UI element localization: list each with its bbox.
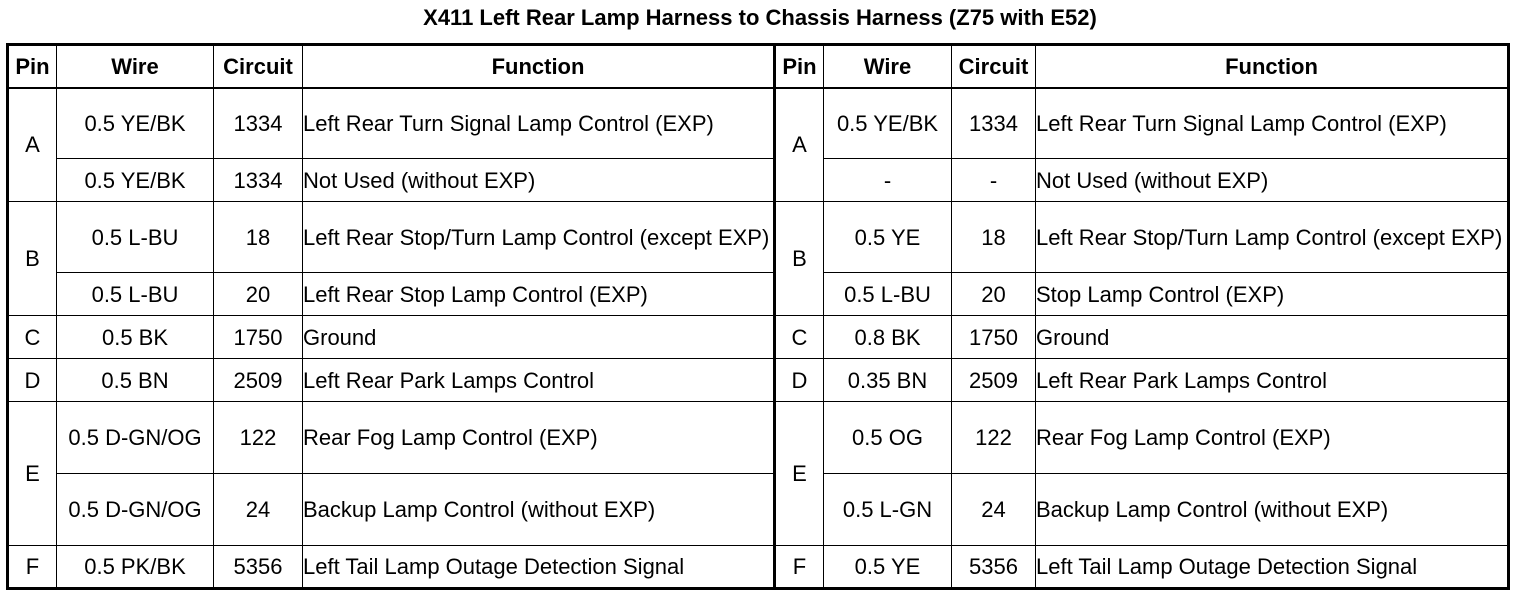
function-cell: Left Rear Stop Lamp Control (EXP): [303, 273, 775, 316]
wire-cell: 0.5 L-GN: [824, 474, 952, 546]
header-wire-right: Wire: [824, 45, 952, 88]
function-cell: Left Rear Park Lamps Control: [303, 359, 775, 402]
circuit-cell: 1334: [214, 159, 303, 202]
function-cell: Stop Lamp Control (EXP): [1036, 273, 1509, 316]
pin-cell: F: [8, 546, 57, 589]
circuit-cell: 18: [214, 202, 303, 273]
function-cell: Left Rear Park Lamps Control: [1036, 359, 1509, 402]
circuit-cell: 24: [952, 474, 1036, 546]
header-row: [8, 45, 1509, 88]
wire-cell: 0.5 YE/BK: [824, 88, 952, 159]
wire-cell: 0.5 PK/BK: [57, 546, 214, 589]
wire-cell: 0.5 YE/BK: [57, 159, 214, 202]
circuit-cell: 5356: [214, 546, 303, 589]
circuit-cell: 1334: [952, 88, 1036, 159]
pin-cell: E: [8, 402, 57, 546]
function-cell: Backup Lamp Control (without EXP): [303, 474, 775, 546]
pin-cell: F: [775, 546, 824, 589]
circuit-cell: 1334: [214, 88, 303, 159]
header-circuit-left: Circuit: [214, 45, 303, 88]
wire-cell: 0.5 YE: [824, 546, 952, 589]
table-row: [8, 474, 1509, 546]
function-cell: Left Tail Lamp Outage Detection Signal: [1036, 546, 1509, 589]
function-cell: Left Tail Lamp Outage Detection Signal: [303, 546, 775, 589]
header-pin-left: Pin: [8, 45, 57, 88]
circuit-cell: 2509: [952, 359, 1036, 402]
pin-cell: D: [775, 359, 824, 402]
circuit-cell: -: [952, 159, 1036, 202]
table-row: [8, 316, 1509, 359]
pin-cell: C: [775, 316, 824, 359]
wire-cell: 0.35 BN: [824, 359, 952, 402]
table-row: [8, 546, 1509, 589]
circuit-cell: 24: [214, 474, 303, 546]
table-row: [8, 159, 1509, 202]
circuit-cell: 18: [952, 202, 1036, 273]
circuit-cell: 2509: [214, 359, 303, 402]
pin-cell: A: [775, 88, 824, 202]
circuit-cell: 122: [952, 402, 1036, 474]
function-cell: Not Used (without EXP): [303, 159, 775, 202]
pin-cell: B: [775, 202, 824, 316]
pin-cell: C: [8, 316, 57, 359]
function-cell: Left Rear Stop/Turn Lamp Control (except EXP): [303, 202, 775, 273]
function-cell: Ground: [303, 316, 775, 359]
header-wire-left: Wire: [57, 45, 214, 88]
function-cell: Ground: [1036, 316, 1509, 359]
header-function-right: Function: [1036, 45, 1509, 88]
table-row: [8, 273, 1509, 316]
wire-cell: 0.5 L-BU: [57, 273, 214, 316]
wire-cell: 0.8 BK: [824, 316, 952, 359]
wire-cell: 0.5 L-BU: [824, 273, 952, 316]
pin-cell: B: [8, 202, 57, 316]
circuit-cell: 5356: [952, 546, 1036, 589]
wire-cell: 0.5 D-GN/OG: [57, 474, 214, 546]
connector-table: [6, 43, 1510, 590]
wire-cell: 0.5 D-GN/OG: [57, 402, 214, 474]
circuit-cell: 1750: [952, 316, 1036, 359]
function-cell: Left Rear Turn Signal Lamp Control (EXP): [1036, 88, 1509, 159]
header-circuit-right: Circuit: [952, 45, 1036, 88]
header-function-left: Function: [303, 45, 775, 88]
wire-cell: 0.5 BN: [57, 359, 214, 402]
pin-cell: E: [775, 402, 824, 546]
table-row: [8, 88, 1509, 159]
table-title: X411 Left Rear Lamp Harness to Chassis Harness (Z75 with E52): [423, 5, 1097, 30]
wire-cell: -: [824, 159, 952, 202]
table-row: [8, 202, 1509, 273]
function-cell: Not Used (without EXP): [1036, 159, 1509, 202]
function-cell: Rear Fog Lamp Control (EXP): [303, 402, 775, 474]
circuit-cell: 20: [214, 273, 303, 316]
wire-cell: 0.5 OG: [824, 402, 952, 474]
wire-cell: 0.5 BK: [57, 316, 214, 359]
wire-cell: 0.5 YE: [824, 202, 952, 273]
circuit-cell: 1750: [214, 316, 303, 359]
wire-cell: 0.5 L-BU: [57, 202, 214, 273]
circuit-cell: 20: [952, 273, 1036, 316]
pin-cell: D: [8, 359, 57, 402]
function-cell: Left Rear Stop/Turn Lamp Control (except EXP): [1036, 202, 1509, 273]
table-row: [8, 359, 1509, 402]
function-cell: Rear Fog Lamp Control (EXP): [1036, 402, 1509, 474]
function-cell: Backup Lamp Control (without EXP): [1036, 474, 1509, 546]
function-cell: Left Rear Turn Signal Lamp Control (EXP): [303, 88, 775, 159]
header-pin-right: Pin: [775, 45, 824, 88]
wire-cell: 0.5 YE/BK: [57, 88, 214, 159]
circuit-cell: 122: [214, 402, 303, 474]
pin-cell: A: [8, 88, 57, 202]
table-row: [8, 402, 1509, 474]
